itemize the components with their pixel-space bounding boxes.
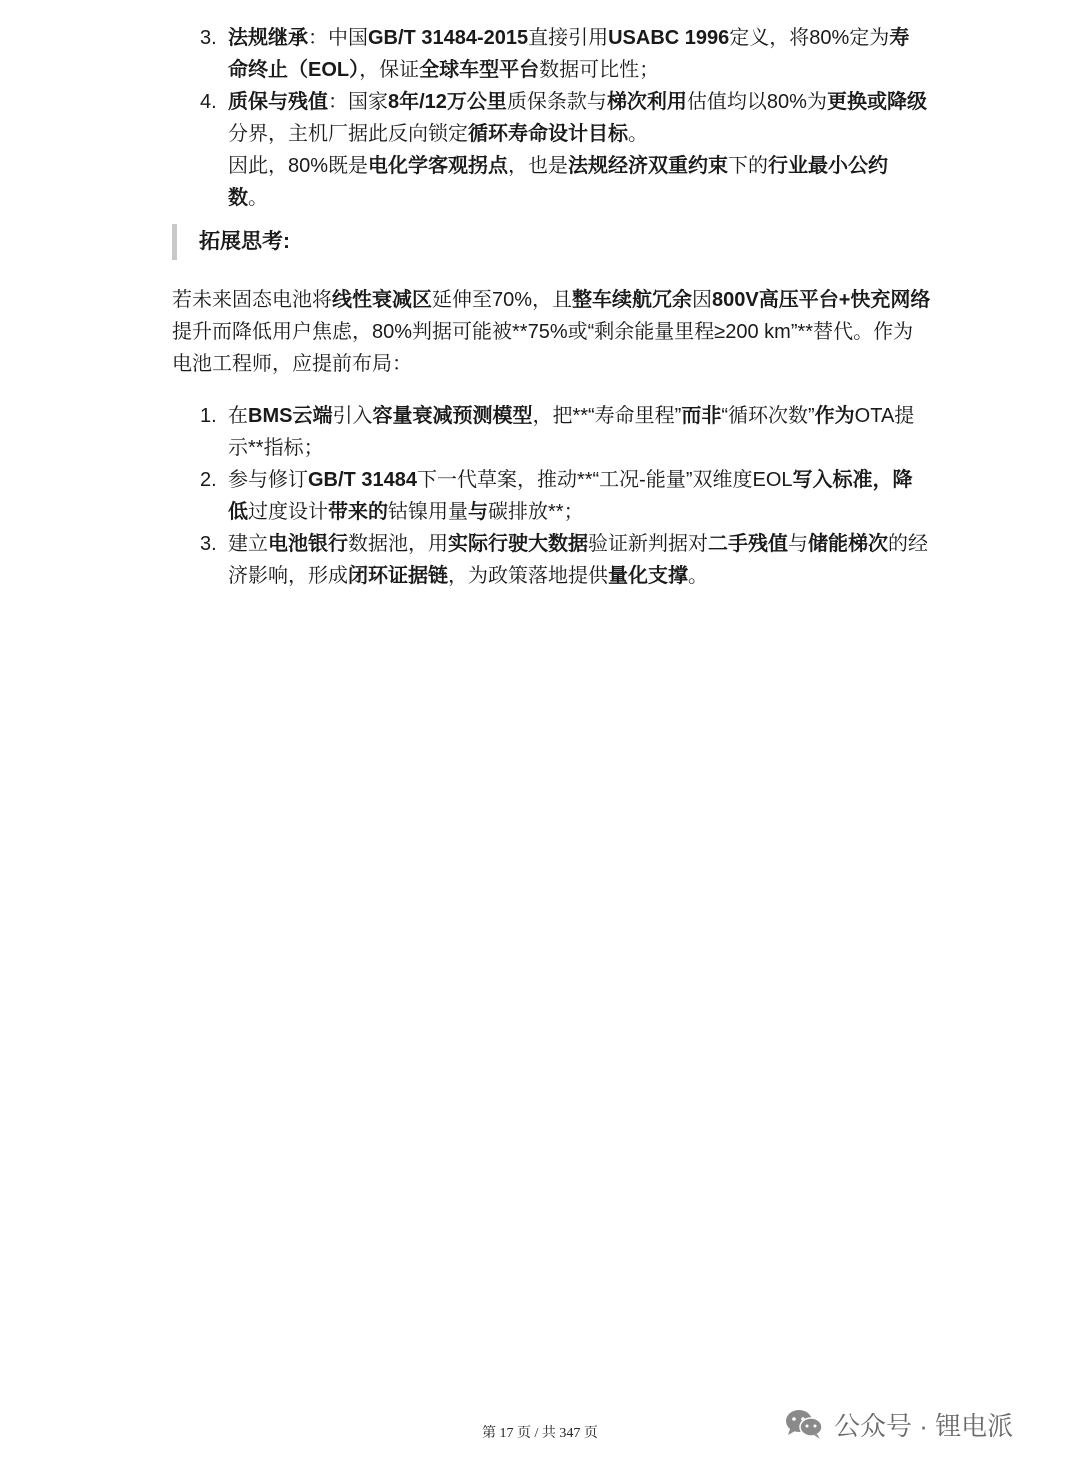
text-run: 与 <box>788 533 808 555</box>
text-run: 。 <box>628 123 648 145</box>
bold-text: 8年/12万公里 <box>388 91 507 113</box>
bold-text: GB/T 31484 <box>308 469 417 491</box>
list-number: 1. <box>200 405 217 427</box>
bold-text: 作为 <box>814 405 855 427</box>
list-item <box>0 22 928 86</box>
text-run: ，为政策落地提供 <box>448 565 608 587</box>
section-heading: 拓展思考: <box>172 224 290 260</box>
text-run: 过度设计 <box>248 501 328 523</box>
list-item-text <box>228 400 928 464</box>
text-run: 提升而降低用户焦虑，80%判据可能被**75%或“剩余能量里程≥200 km”**替代。作为电池工程师，应提前布局： <box>172 321 914 375</box>
bold-text: 电化学客观拐点 <box>368 155 509 177</box>
bold-text: 带来的 <box>328 501 388 523</box>
list-number: 3. <box>200 27 217 49</box>
bold-text: 质保与残值 <box>228 91 328 113</box>
text-run: 钴镍用量 <box>388 501 468 523</box>
text-run: 碳排放**； <box>488 501 584 523</box>
text-run: 数据可比性； <box>539 59 660 81</box>
watermark <box>784 1404 1013 1444</box>
text-run: 分界，主机厂据此反向锁定 <box>228 123 468 145</box>
text-run: 在 <box>228 405 248 427</box>
text-run: 建立 <box>228 533 268 555</box>
numbered-list-bottom <box>0 400 1080 592</box>
text-run: 若未来固态电池将 <box>172 289 332 311</box>
bold-text: 与 <box>468 501 488 523</box>
list-item <box>0 464 928 528</box>
text-run: ，把**“寿命里程” <box>532 405 682 427</box>
numbered-list-top <box>0 22 1080 214</box>
list-item-text <box>228 22 928 86</box>
list-item-text <box>228 528 928 592</box>
text-run: ，保证 <box>359 59 420 81</box>
bold-text: 更换或降级 <box>826 91 927 113</box>
bold-text: 实际行驶大数据 <box>448 533 588 555</box>
watermark-text: 公众号 · 锂电派 <box>834 1410 1014 1441</box>
list-item <box>0 400 928 464</box>
list-item <box>0 528 928 592</box>
text-run: 参与修订 <box>228 469 308 491</box>
bold-text: 全球车型平台 <box>419 59 540 81</box>
bold-text: 而非 <box>681 405 722 427</box>
bold-text: 二手残值 <box>708 533 788 555</box>
bold-text: BMS云端 <box>248 405 333 427</box>
bold-text: 量化支撑 <box>608 565 688 587</box>
text-run: 引入 <box>332 405 373 427</box>
bold-text: 法规继承 <box>228 27 308 49</box>
text-run: 延伸至70%，且 <box>432 289 573 311</box>
text-run: 因此，80%既是 <box>228 155 369 177</box>
text-run: OTA提示**指标； <box>228 405 915 459</box>
wechat-icon <box>784 1408 824 1440</box>
text-run: 下一代草案，推动**“工况-能量”双维度EOL <box>416 469 793 491</box>
bold-text: 梯次利用 <box>606 91 687 113</box>
text-run: 下的 <box>728 155 769 177</box>
list-number: 3. <box>200 533 217 555</box>
text-run: 。 <box>688 565 708 587</box>
text-run: ：国家 <box>328 91 388 113</box>
list-item <box>0 86 928 214</box>
list-item-text <box>228 86 928 150</box>
text-run: 质保条款与 <box>506 91 607 113</box>
conclusion-text <box>228 150 928 214</box>
bold-text: 法规经济双重约束 <box>568 155 729 177</box>
text-run: 数据池，用 <box>348 533 448 555</box>
text-run: 估值均以80%为 <box>686 91 827 113</box>
text-run: 。 <box>248 187 268 209</box>
bold-text: 循环寿命设计目标 <box>468 123 628 145</box>
list-number: 4. <box>200 91 217 113</box>
bold-text: USABC 1996 <box>608 27 730 49</box>
text-run: 定义，将80%定为 <box>729 27 890 49</box>
bold-text: 闭环证据链 <box>348 565 448 587</box>
bold-text: 写入标准，降低 <box>228 469 913 523</box>
bold-text: GB/T 31484-2015 <box>368 27 529 49</box>
bold-text: 寿命终止（EOL） <box>228 27 910 81</box>
text-run: 验证新判据对 <box>588 533 708 555</box>
text-run: ，也是 <box>508 155 569 177</box>
page-number: 第 17 页 / 共 347 页 <box>482 1426 598 1441</box>
text-run: ：中国 <box>308 27 368 49</box>
bold-text: 线性衰减区 <box>332 289 432 311</box>
list-item-text <box>228 464 928 528</box>
text-run: “循环次数” <box>721 405 815 427</box>
text-run: 直接引用 <box>528 27 609 49</box>
bold-text: 行业最小公约数 <box>228 155 889 209</box>
text-run: 的经济影响，形成 <box>228 533 928 587</box>
bold-text: 容量衰减预测模型 <box>372 405 533 427</box>
bold-text: 储能梯次 <box>808 533 888 555</box>
body-paragraph <box>172 284 932 380</box>
list-number: 2. <box>200 469 217 491</box>
bold-text: 电池银行 <box>268 533 348 555</box>
bold-text: 整车续航冗余 <box>572 289 693 311</box>
bold-text: 800V高压平台+快充网络 <box>712 289 931 311</box>
text-run: 因 <box>692 289 713 311</box>
